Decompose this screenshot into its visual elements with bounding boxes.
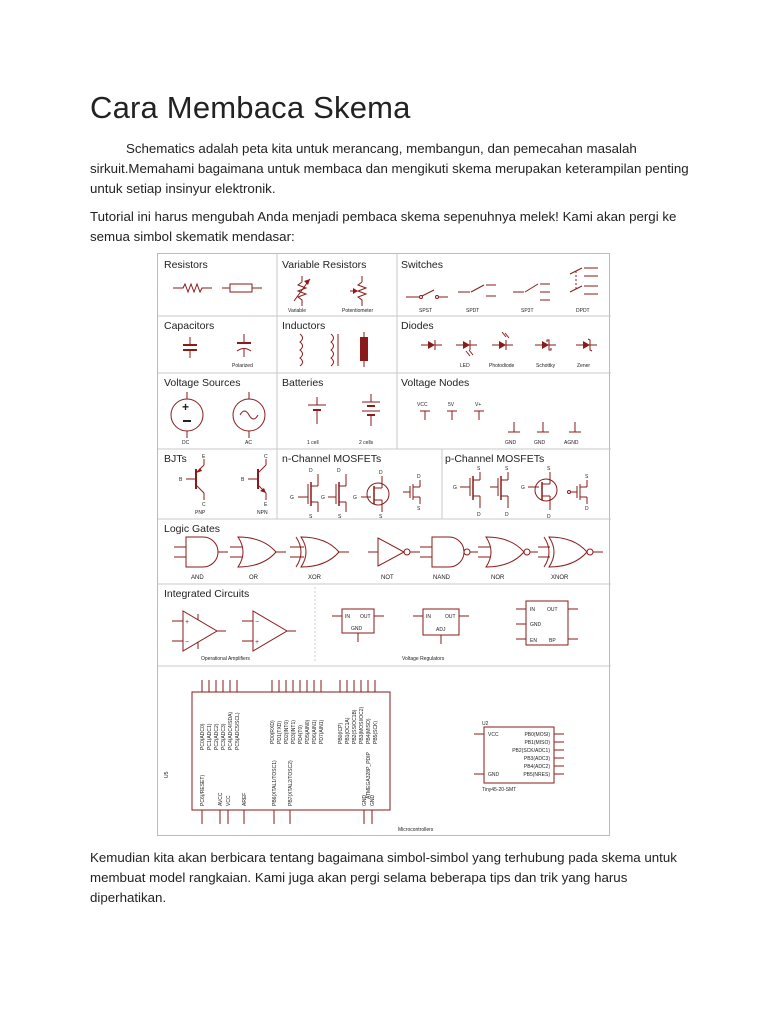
ldo-in-label: IN <box>530 607 535 613</box>
integrated-circuits-heading: Integrated Circuits <box>164 588 250 600</box>
reg1-in-label: IN <box>345 614 350 620</box>
n-mosfets-heading: n-Channel MOSFETs <box>282 453 382 465</box>
mcu-pin-label: PD2(INT0) <box>284 720 290 744</box>
svg-text:+: + <box>185 619 190 626</box>
nor-label: NOR <box>491 575 505 581</box>
atmega-part-label: ATMEGA328P_PDIP <box>366 752 372 799</box>
or-label: OR <box>249 575 258 581</box>
mcu-pin-label: PD3(INT1) <box>291 720 297 744</box>
mcu-pin-label: PC5(ADC5/SCL) <box>235 712 241 750</box>
pmos1-d-label: D <box>477 512 481 518</box>
mcu-pin-label: PB3(MOSI/OC2) <box>359 706 365 744</box>
nmos2-d-label: D <box>337 468 341 474</box>
mcu-mid-pin-labels <box>270 719 325 744</box>
mcu-pin-label: PB0(ICP) <box>338 722 344 744</box>
reg2-in-label: IN <box>426 614 431 620</box>
u2-label: U2 <box>482 721 489 727</box>
nmos1-s-label: S <box>309 514 313 520</box>
mcu-pin-label: PB2(SS/OC1B) <box>352 709 358 744</box>
voltage-regulators-label: Voltage Regulators <box>402 656 445 662</box>
spdt-label: SPDT <box>466 308 480 314</box>
two-cells-label: 2 cells <box>359 440 374 446</box>
ac-label: AC <box>245 440 252 446</box>
capacitor-symbols <box>183 334 251 358</box>
voltage-node-symbols <box>420 411 581 432</box>
closing-paragraph: Kemudian kita akan berbicara tentang bagaimana simbol-simbol yang terhubung pada skema untuk membuat model rangkaian. Kami juga akan pergi selama beberapa tips dan trik yang harus diperhatikan. <box>90 850 677 905</box>
nmos4-d-label: D <box>417 474 421 480</box>
bjts-heading: BJTs <box>164 453 187 465</box>
mcu-pin-label: VCC <box>226 795 232 806</box>
mcu-pin-label: PD6(AIN1) <box>312 719 318 744</box>
pmos3-g-label: G <box>521 485 525 491</box>
mcu-pin-label: PB5(SCK) <box>373 720 379 744</box>
reg1-out-label: OUT <box>360 614 371 620</box>
mcu-pin-label: PC4(ADC4/SDA) <box>228 711 234 750</box>
voltage-nodes-heading: Voltage Nodes <box>401 377 470 389</box>
dpdt-label: DPDT <box>576 308 590 314</box>
nmos1-g-label: G <box>290 495 294 501</box>
tiny45-pin-label: PB2(SCK/ADC1) <box>512 748 550 754</box>
polarized-label: Polarized <box>232 363 253 369</box>
mcu-pin-label: PD7(AIN1) <box>319 719 325 744</box>
tiny45-pin-label: PB3(ADC3) <box>523 756 550 762</box>
pmos4-s-label: S <box>585 474 589 480</box>
reg1-gnd-label: GND <box>351 626 363 632</box>
ldo-bp-label: BP <box>549 638 556 644</box>
mcu-pin-label: PD5(AIN0) <box>305 719 311 744</box>
one-cell-label: 1 cell <box>307 440 319 446</box>
mcu-pin-label: PC0(ADC0) <box>200 723 206 750</box>
pmos2-d-label: D <box>505 512 509 518</box>
nmos3-g-label: G <box>353 495 357 501</box>
vplus-label: V+ <box>475 402 482 408</box>
intro-paragraph: Schematics adalah peta kita untuk merancang, membangun, dan pemecahan masalah sirkuit.Memahami bagaimana untuk membaca dan mengikuti skema merupakan keterampilan penting untuk setiap insinyur elektronik. <box>90 141 689 196</box>
mcu-pin-label: PB1(OC1A) <box>345 717 351 744</box>
npn-c-label: C <box>264 454 268 460</box>
page-title: Cara Membaca Skema <box>90 90 411 125</box>
pmos2-s-label: S <box>505 466 509 472</box>
diodes-heading: Diodes <box>401 320 434 332</box>
nmos2-s-label: S <box>338 514 342 520</box>
mcu-pin-label: PD1(TXD) <box>277 720 283 744</box>
pnp-label: PNP <box>195 510 206 516</box>
op-amps-label: Operational Amplifiers <box>201 656 250 662</box>
dc-label: DC <box>182 440 190 446</box>
mcu-pin-label: GND <box>370 794 376 806</box>
tutorial-paragraph: Tutorial ini harus mengubah Anda menjadi pembaca skema sepenuhnya melek! Kami akan pergi ke semua simbol skematik mendasar: <box>90 209 677 244</box>
pmos3-d-label: D <box>547 514 551 520</box>
op-amp-symbols <box>172 611 296 651</box>
pmos4-d-label: D <box>585 506 589 512</box>
mcu-pin-label: PB6(XTAL1/TOSC1) <box>272 760 278 806</box>
mcu-pin-label: PB4(MISO) <box>366 718 372 744</box>
tiny45-pin-label: VCC <box>488 732 499 738</box>
mcu-pin-label: PB7(XTAL2/TOSC2) <box>288 760 294 806</box>
mcu-left-pin-labels <box>200 712 241 750</box>
tiny45-pin-label: PB0(MOSI) <box>524 732 550 738</box>
svg-text:+: + <box>182 400 190 414</box>
nand-label: NAND <box>433 575 451 581</box>
switches-heading: Switches <box>401 259 444 271</box>
mcu-pin-label: PD0(RXD) <box>270 720 276 744</box>
tiny45-part-label: Tiny45-20-SMT <box>482 787 517 793</box>
tiny45-pin-label: PB1(MISO) <box>524 740 550 746</box>
pmos1-g-label: G <box>453 485 457 491</box>
tiny45-pin-labels <box>474 732 564 778</box>
mcu-bottom-pin-labels <box>200 760 376 806</box>
mcu-pin-label: PC1(ADC1) <box>207 723 213 750</box>
pmos3-s-label: S <box>547 466 551 472</box>
variable-label: Variable <box>288 308 306 314</box>
xor-label: XOR <box>308 575 322 581</box>
reg2-adj-label: ADJ <box>436 627 446 633</box>
tiny45-pin-label: GND <box>488 772 500 778</box>
capacitors-heading: Capacitors <box>164 320 215 332</box>
logic-gate-symbols <box>174 537 603 567</box>
resistor-symbols <box>173 284 262 292</box>
n-mosfet-symbols <box>298 474 420 512</box>
gnd-label-2: GND <box>534 440 546 446</box>
mcu-pin-label: AVCC <box>218 792 224 806</box>
xnor-label: XNOR <box>551 575 569 581</box>
variable-resistor-symbols <box>294 276 366 306</box>
schematic-symbols-figure <box>157 253 610 836</box>
spst-label: SPST <box>419 308 433 314</box>
nmos1-d-label: D <box>309 468 313 474</box>
variable-resistors-heading: Variable Resistors <box>282 259 367 271</box>
schematic-symbols-svg <box>158 254 611 837</box>
u5-label: U5 <box>164 771 170 778</box>
resistors-heading: Resistors <box>164 259 208 271</box>
npn-b-label: B <box>241 477 245 483</box>
mcu-pin-label: GND <box>362 794 368 806</box>
schottky-label: Schottky <box>536 363 556 369</box>
reg2-out-label: OUT <box>445 614 456 620</box>
inductor-symbols <box>300 332 368 367</box>
agnd-label: AGND <box>564 440 579 446</box>
ldo-gnd-label: GND <box>530 622 542 628</box>
voltage-source-symbols <box>171 392 265 438</box>
not-label: NOT <box>381 575 394 581</box>
sp3t-label: SP3T <box>521 308 534 314</box>
photodiode-label: Photodiode <box>489 363 515 369</box>
tiny45-pin-label: PB5(NRES) <box>523 772 550 778</box>
battery-symbols <box>308 394 380 426</box>
mcu-pin-label: PC6(/RESET) <box>200 774 206 806</box>
zener-label: Zener <box>577 363 591 369</box>
and-label: AND <box>191 575 204 581</box>
5v-label: 5V <box>448 402 455 408</box>
p-mosfet-symbols <box>460 472 587 510</box>
mcu-right-pin-labels <box>338 706 379 744</box>
p-mosfets-heading: p-Channel MOSFETs <box>445 453 545 465</box>
nmos2-g-label: G <box>321 495 325 501</box>
voltage-sources-heading: Voltage Sources <box>164 377 241 389</box>
pmos1-s-label: S <box>477 466 481 472</box>
gnd-label-1: GND <box>505 440 517 446</box>
microcontrollers-label: Microcontrollers <box>398 827 434 833</box>
diode-symbols <box>421 332 597 356</box>
bjt-e-label: E <box>202 454 206 460</box>
logic-gates-heading: Logic Gates <box>164 523 221 535</box>
bjt-c-label: C <box>202 502 206 508</box>
bjt-b-label: B <box>179 477 183 483</box>
nmos4-s-label: S <box>417 506 421 512</box>
bjt-symbols <box>186 459 266 500</box>
mcu-pin-label: PC3(ADC3) <box>221 723 227 750</box>
mcu-pin-label: AREF <box>242 792 248 806</box>
vcc-label: VCC <box>417 402 428 408</box>
mcu-pin-label: PD4(T0) <box>298 725 304 744</box>
led-label: LED <box>460 363 470 369</box>
ldo-out-label: OUT <box>547 607 558 613</box>
tiny45-pin-label: PB4(ADC2) <box>523 764 550 770</box>
ldo-en-label: EN <box>530 638 537 644</box>
batteries-heading: Batteries <box>282 377 324 389</box>
svg-text:−: − <box>185 639 190 646</box>
mcu-pin-label: PC2(ADC2) <box>214 723 220 750</box>
npn-label: NPN <box>257 510 268 516</box>
npn-e-label: E <box>264 502 268 508</box>
nmos3-d-label: D <box>379 470 383 476</box>
nmos3-s-label: S <box>379 514 383 520</box>
svg-text:+: + <box>255 639 260 646</box>
inductors-heading: Inductors <box>282 320 326 332</box>
switch-symbols <box>406 268 598 300</box>
potentiometer-label: Potentiometer <box>342 308 374 314</box>
svg-text:−: − <box>255 619 260 626</box>
